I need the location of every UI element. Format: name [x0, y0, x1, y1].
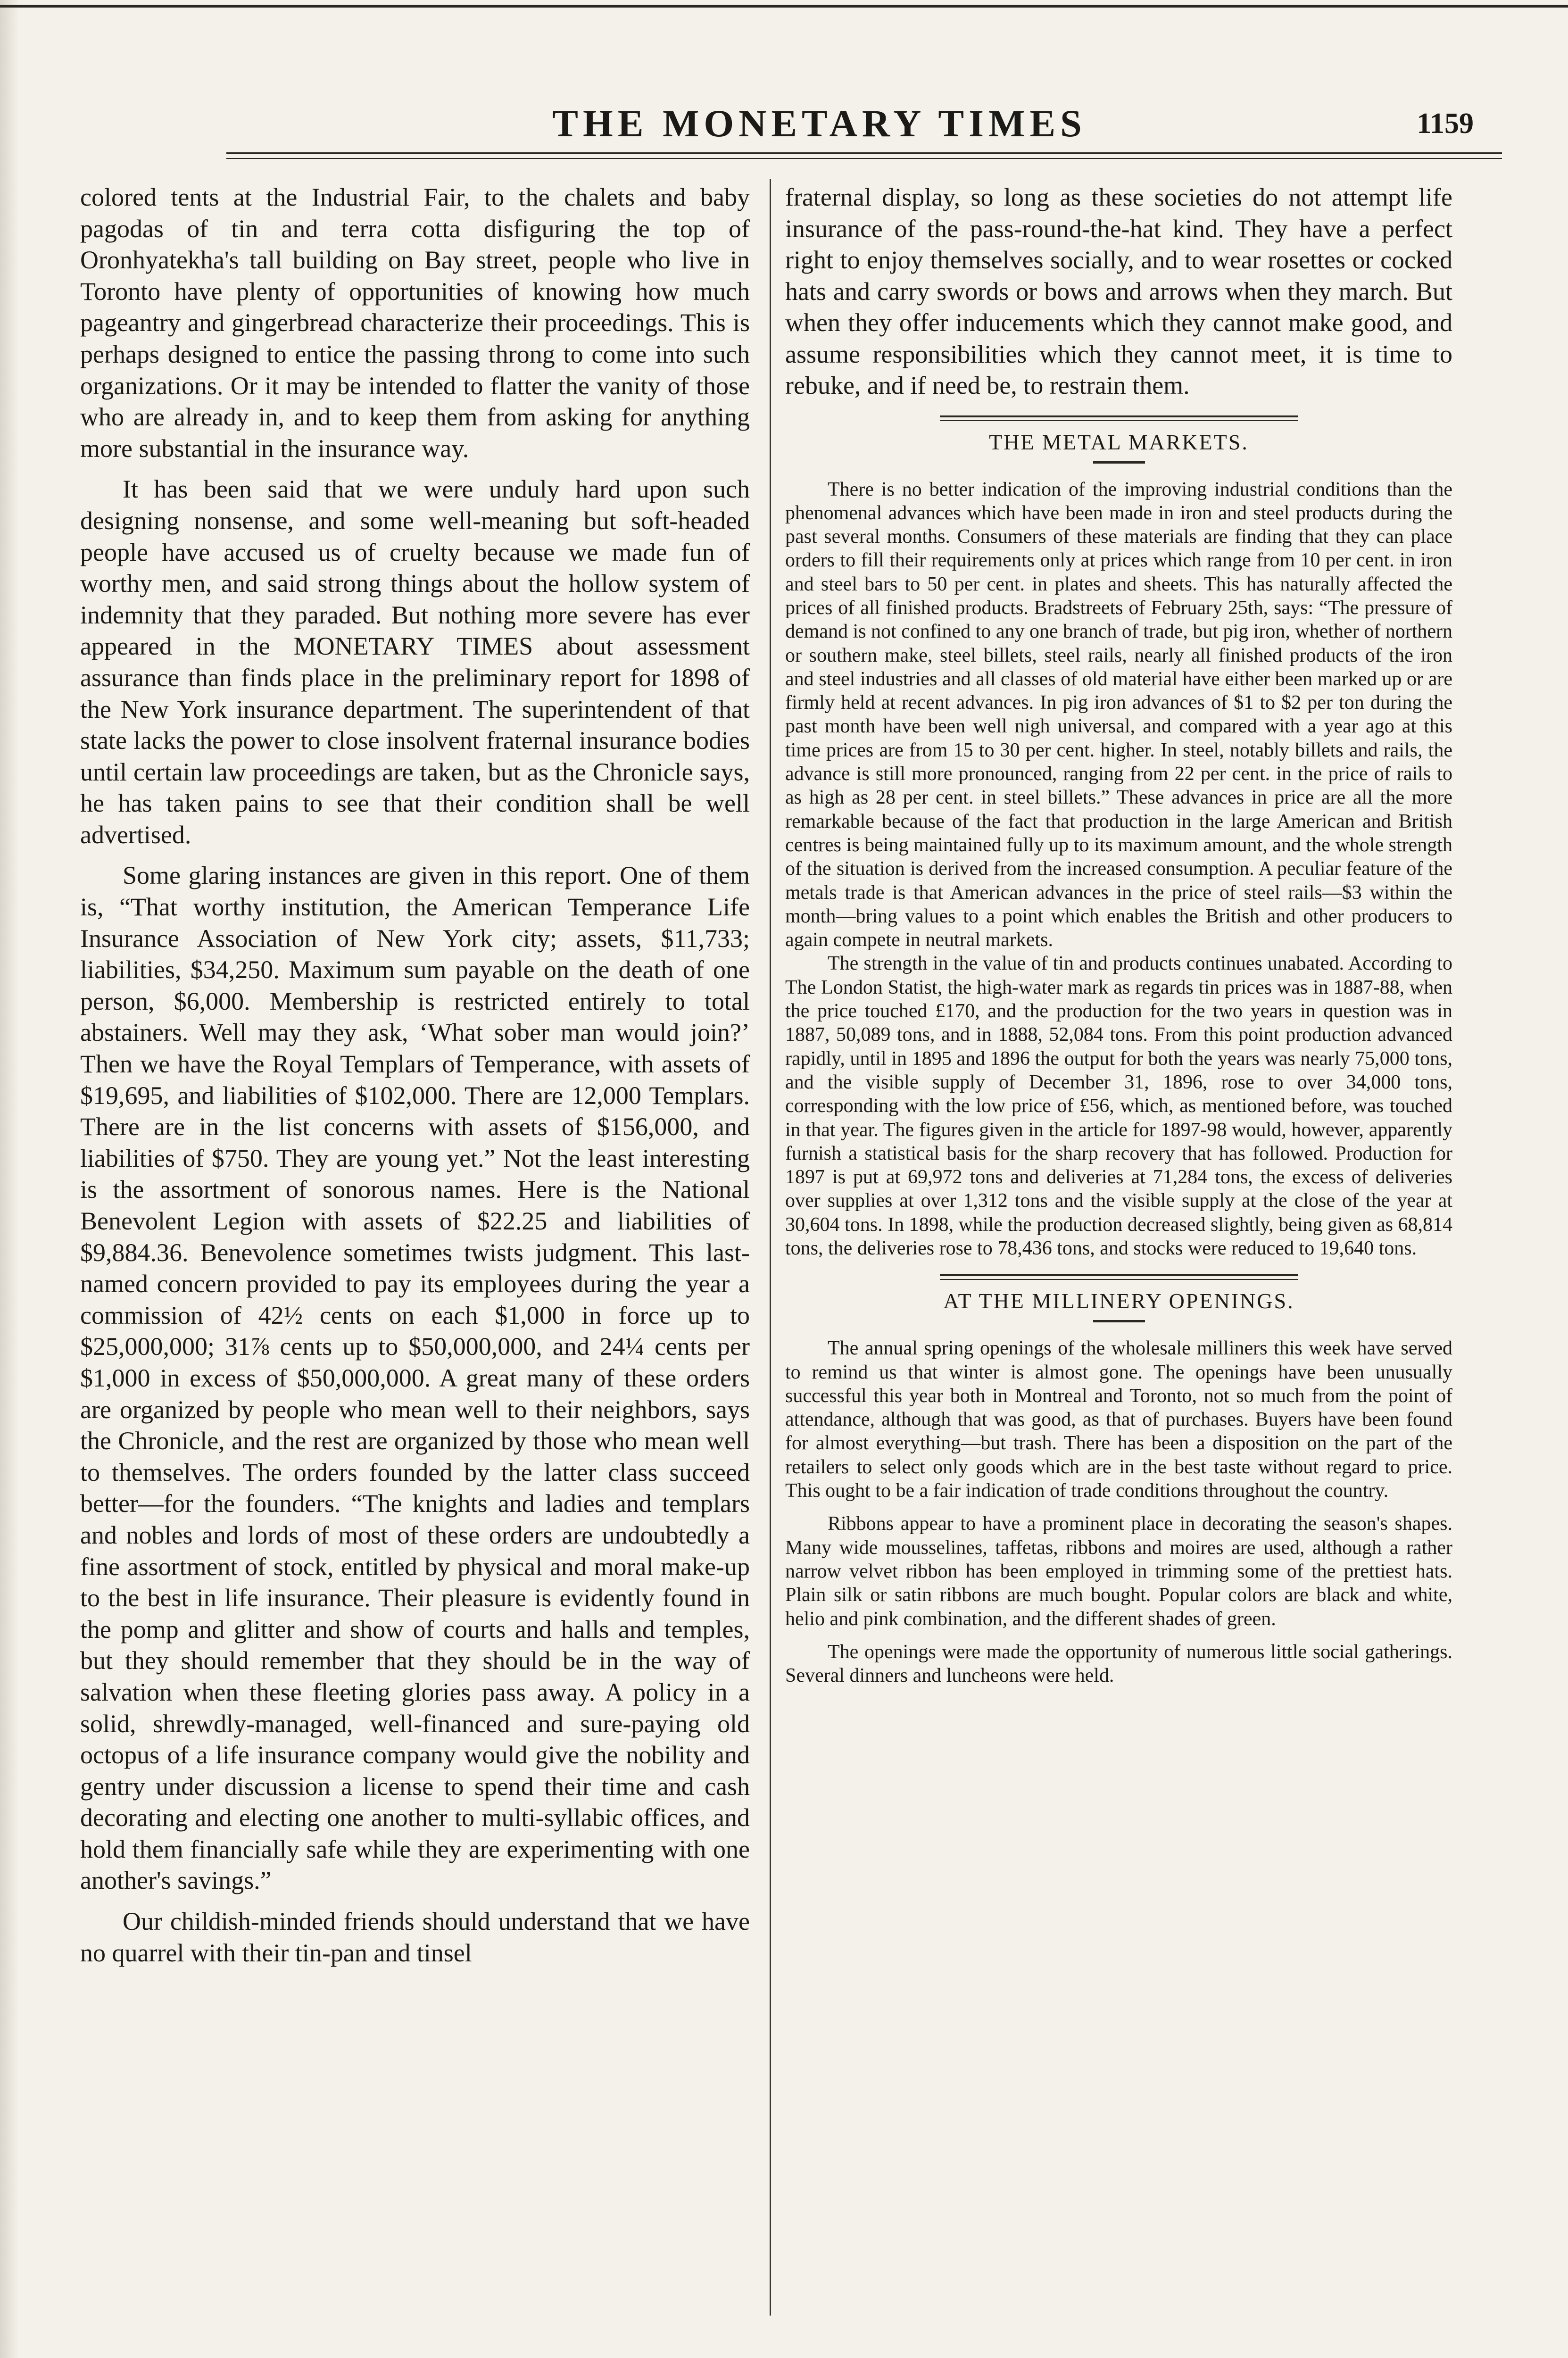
- paragraph: The openings were made the opportunity of numerous little social gatherings. Several dinners and luncheons were held.: [785, 1641, 1452, 1687]
- right-column: [785, 182, 1452, 1687]
- section-heading-millinery: AT THE MILLINERY OPENINGS.: [943, 1289, 1294, 1313]
- paragraph: Ribbons appear to have a prominent place in decorating the season's shapes. Many wide mousselines, taffetas, ribbons and moires are used, although a rather narrow velvet ribbon has been employed in trimming some of the prettiest hats. Plain silk or satin ribbons are much bought. Popular colors are black and white, helio and pink combination, and the different shades of green.: [785, 1513, 1452, 1630]
- section-rule: [940, 415, 1298, 421]
- masthead: THE MONETARY TIMES: [552, 102, 1087, 145]
- paragraph: The strength in the value of tin and products continues unabated. According to The London Statist, the high-water mark as regards tin prices was in 1887-88, when the price touched £170, and the production for the two years in question was in 1887, 50,089 tons, and in 1888, 52,084 tons. From this point production advanced rapidly, until in 1895 and 1896 the output for both the years was nearly 75,000 tons, and the visible supply of December 31, 1896, rose to over 34,000 tons, corresponding with the low price of £56, which, as mentioned before, was touched in that year. The figures given in the article for 1897-98 would, however, apparently furnish a statistical basis for the sharp recovery that has followed. Production for 1897 is put at 69,972 tons and deliveries at 71,284 tons, the excess of deliveries over supplies at over 1,312 tons and the visible supply at the close of the year at 30,604 tons. In 1898, while the production decreased slightly, being given as 68,814 tons, the deliveries rose to 78,436 tons, and stocks were reduced to 19,640 tons.: [785, 953, 1452, 1259]
- paragraph: Some glaring instances are given in this report. One of them is, “That worthy institution, the American Temperance Life Insurance Association of New York city; assets, $11,733; liabilities, $34,250. Maximum sum payable on the death of one person, $6,000. Membership is restricted entirely to total abstainers. Well may they ask, ‘What sober man would join?’ Then we have the Royal Templars of Temperance, with assets of $19,695, and liabilities of $102,000. There are 12,000 Templars. There are in the list concerns with assets of $156,000, and liabilities of $750. They are young yet.” Not the least interesting is the assortment of sonorous names. Here is the National Benevolent Legion with assets of $22.25 and liabilities of $9,884.36. Benevolence sometimes twists judgment. This last-named concern provided to pay its employees during the year a commission of 42½ cents on each $1,000 in force up to $25,000,000; 31⅞ cents up to $50,000,000, and 24¼ cents per $1,000 in excess of $50,000,000. A great many of these orders are organized by people who mean well to their neighbors, says the Chronicle, and the rest are organized by those who mean well to themselves. The orders founded by the latter class succeed better—for the founders. “The knights and ladies and templars and nobles and lords of most of these orders are undoubtedly a fine assortment of stock, entitled by physical and moral make-up to the best in life insurance. Their pleasure is evidently found in the pomp and glitter and show of courts and halls and temples, but they should remember that they should be in the way of salvation when these fleeting glories pass away. A policy in a solid, shrewdly-managed, well-financed and sure-paying old octopus of a life insurance company would give the nobility and gentry under discussion a license to spend their time and cash decorating and electing one another to multi-syllabic offices, and hold them financially safe while they are experimenting with one another's savings.”: [80, 861, 750, 1895]
- section-heading-metal-markets: THE METAL MARKETS.: [989, 430, 1249, 454]
- paragraph: Our childish-minded friends should understand that we have no quarrel with their tin-pan and tinsel: [80, 1907, 750, 1967]
- paragraph: There is no better indication of the improving industrial conditions than the phenomenal advances which have been made in iron and steel products during the past several months. Consumers of these materials are finding that they can place orders to fill their requirements only at prices which range from 10 per cent. in iron and steel bars to 50 per cent. in plates and sheets. This has naturally affected the prices of all finished products. Bradstreets of February 25th, says: “The pressure of demand is not confined to any one branch of trade, but pig iron, whether of northern or southern make, steel billets, steel rails, nearly all finished products of the iron and steel industries and all classes of old material have either been marked up or are firmly held at recent advances. In pig iron advances of $1 to $2 per ton during the past month have been well nigh universal, and compared with a year ago at this time prices are from 15 to 30 per cent. higher. In steel, notably billets and rails, the advance is still more pronounced, ranging from 22 per cent. in the price of rails to as high as 28 per cent. in steel billets.” These advances in price are all the more remarkable because of the fact that production in the large American and British centres is being maintained fully up to its maximum amount, and the whole strength of the situation is derived from the increased consumption. A peculiar feature of the metals trade is that American advances in the price of steel rails—$3 within the month—bring values to a point which enables the British and other producers to again compete in neutral markets.: [785, 478, 1452, 951]
- page-edge: [0, 0, 19, 2358]
- column-divider: [770, 179, 771, 2316]
- paragraph: It has been said that we were unduly hard upon such designing nonsense, and some well-meaning but soft-headed people have accused us of cruelty because we made fun of worthy men, and said strong things about the hollow system of indemnity that they paraded. But nothing more severe has ever appeared in the MONETARY TIMES about assessment assurance than finds place in the preliminary report for 1898 of the New York insurance department. The superintendent of that state lacks the power to close insolvent fraternal insurance bodies until certain law proceedings are taken, but as the Chronicle says, he has taken pains to see that their condition shall be well advertised.: [80, 475, 750, 849]
- page-header: [137, 97, 1502, 149]
- header-rule-thin: [226, 158, 1502, 159]
- top-border-rule: [0, 5, 1568, 8]
- section-rule: [940, 1274, 1298, 1280]
- paragraph: colored tents at the Industrial Fair, to the chalets and baby pagodas of tin and terra cotta disfiguring the top of Oronhyatekha's tall building on Bay street, people who live in Toronto have plenty of opportunities of knowing how much pageantry and gingerbread characterize their proceedings. This is perhaps designed to entice the passing throng to come into such organizations. Or it may be intended to flatter the vanity of those who are already in, and to keep them from asking for anything more substantial in the insurance way.: [80, 183, 750, 463]
- paragraph-continuation: fraternal display, so long as these societies do not attempt life insurance of the pass-round-the-hat kind. They have a perfect right to enjoy themselves socially, and to wear rosettes or cocked hats and carry swords or bows and arrows when they march. But when they offer inducements which they cannot make good, and assume responsibilities which they cannot meet, it is time to rebuke, and if need be, to restrain them.: [785, 183, 1452, 399]
- heading-underline: [1093, 461, 1145, 464]
- paragraph: The annual spring openings of the wholesale milliners this week have served to remind us that winter is almost gone. The openings have been unusually successful this year both in Montreal and Toronto, not so much from the point of attendance, although that was good, as that of purchases. Buyers have been found for almost everything—but trash. There has been a disposition on the part of the retailers to select only goods which are in the best taste without regard to price. This ought to be a fair indication of trade conditions throughout the country.: [785, 1337, 1452, 1502]
- heading-underline: [1093, 1320, 1145, 1322]
- header-rule: [226, 152, 1502, 154]
- page-number: 1159: [1417, 108, 1474, 140]
- left-column: [80, 182, 750, 1968]
